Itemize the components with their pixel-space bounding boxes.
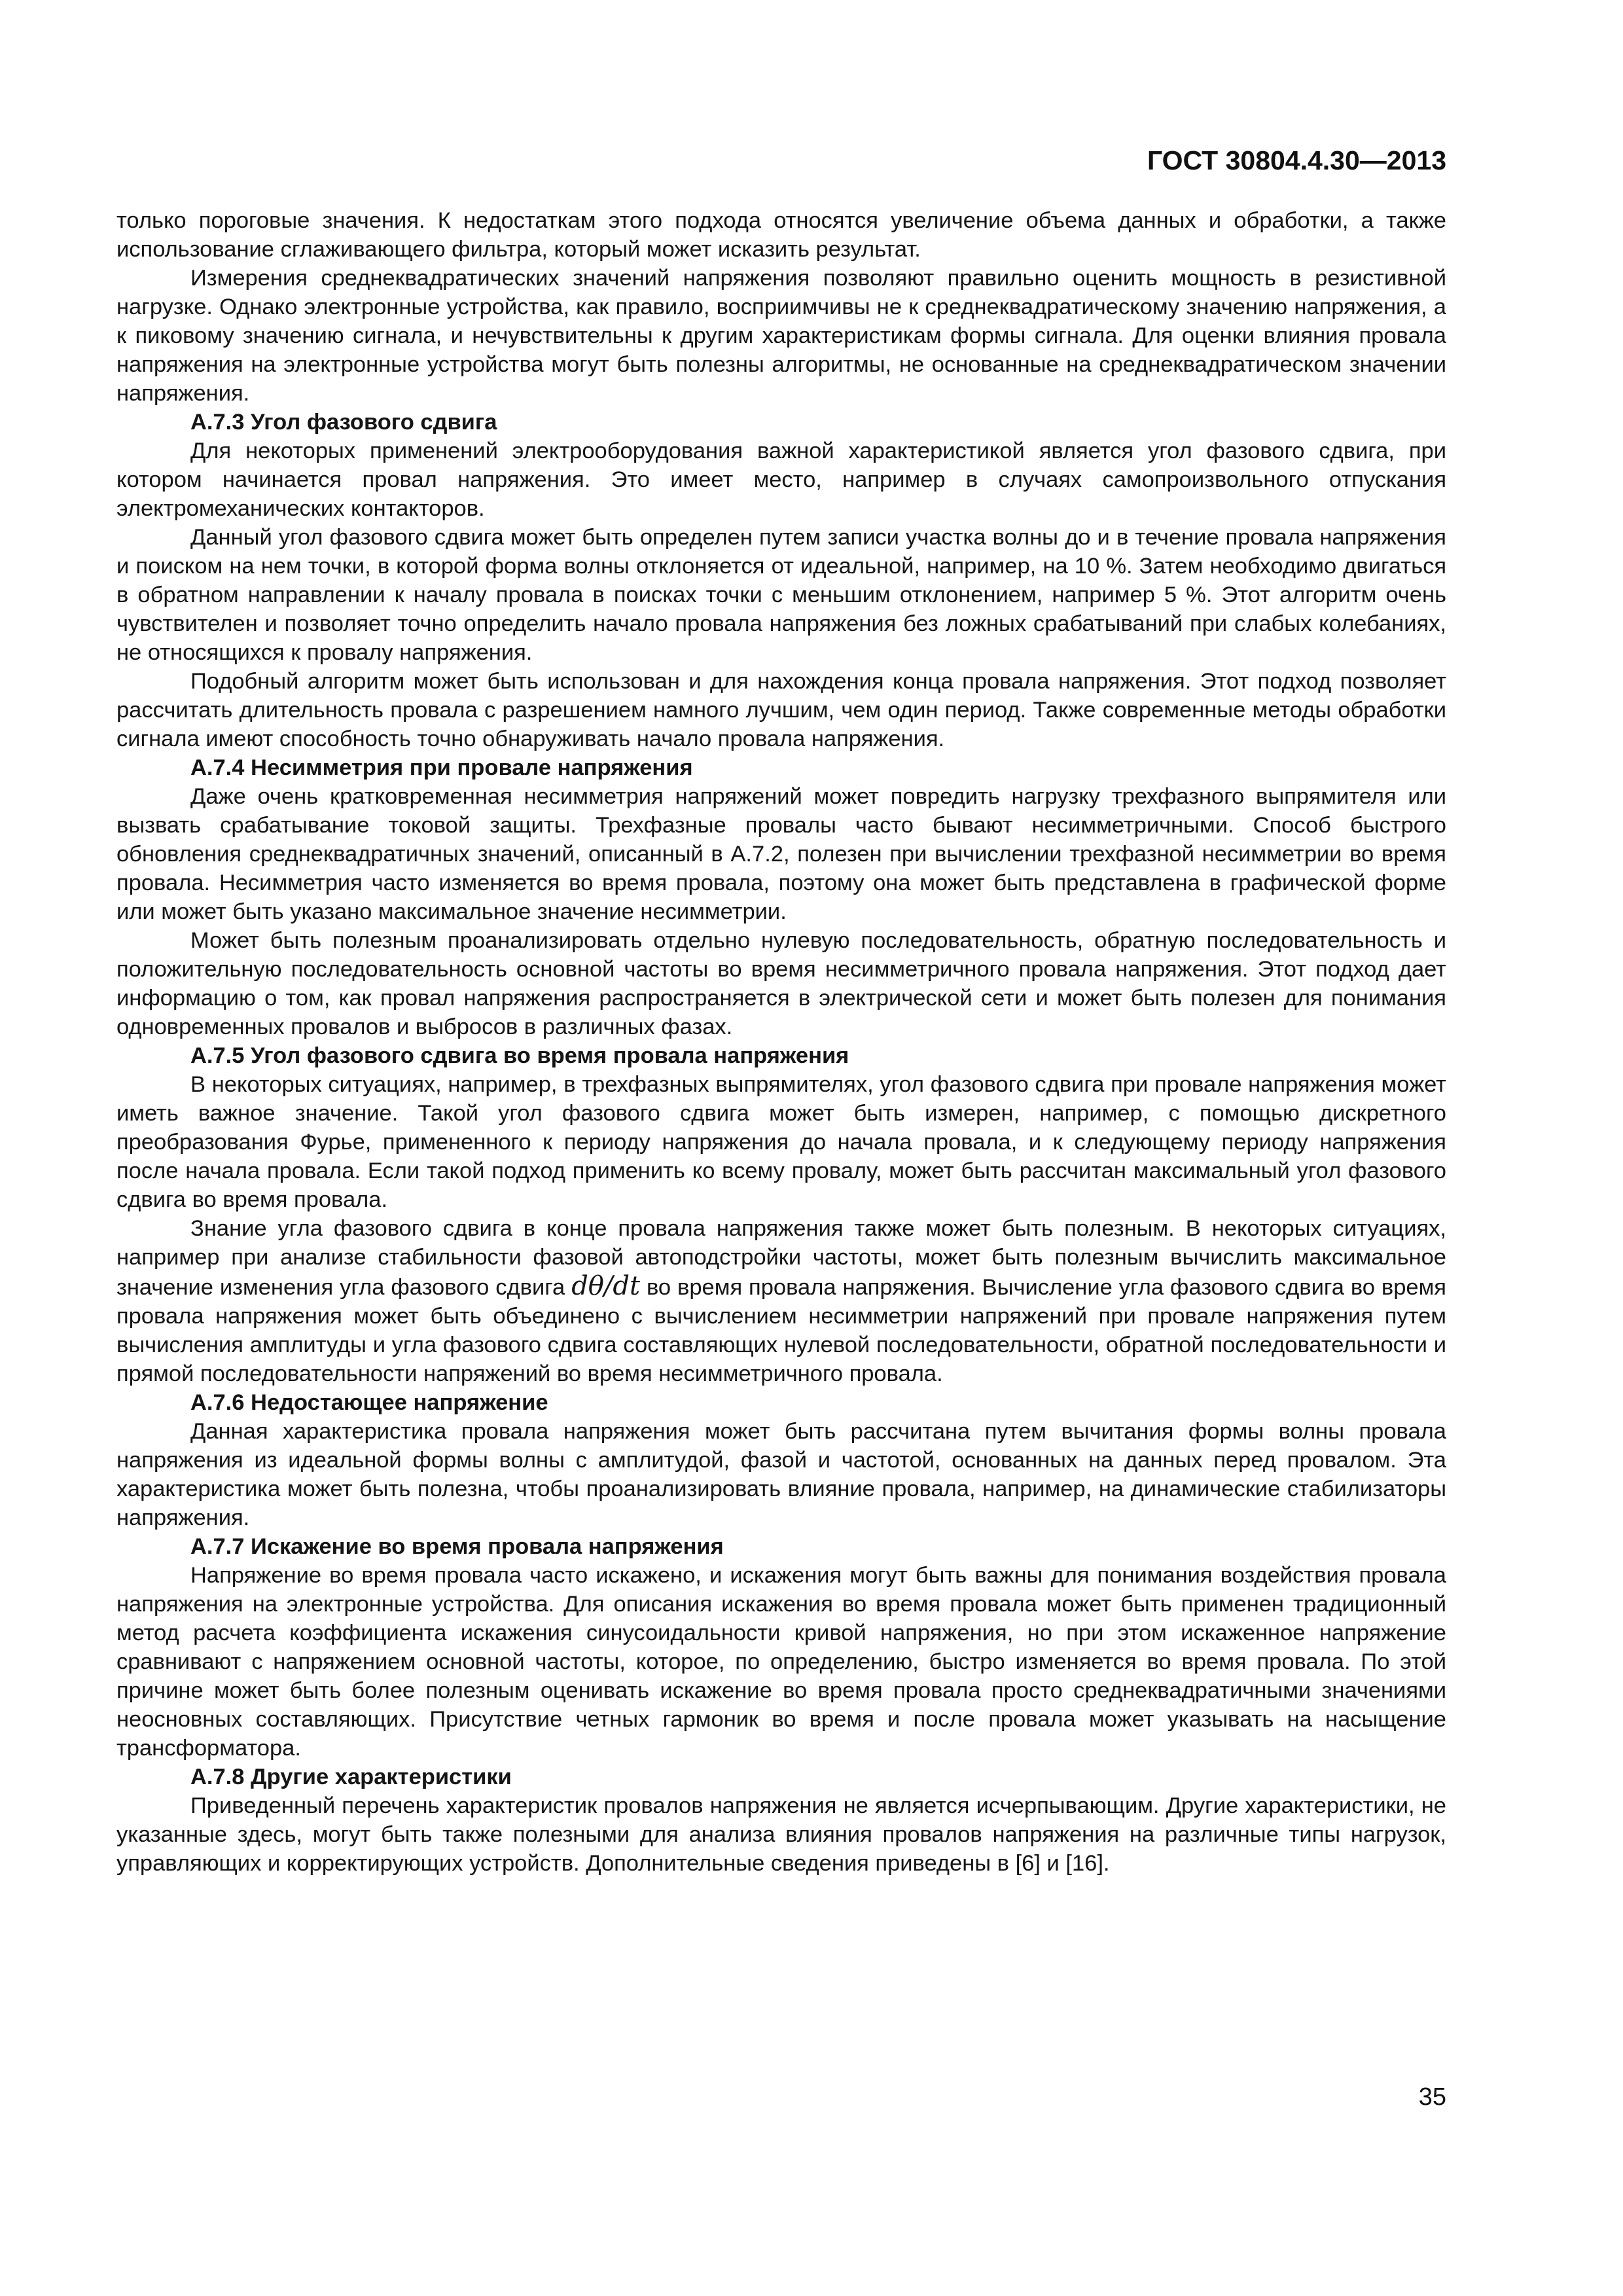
document-header: ГОСТ 30804.4.30—2013 <box>1147 145 1446 175</box>
section-heading-a73: А.7.3 Угол фазового сдвига <box>190 410 497 435</box>
section-heading-a78: А.7.8 Другие характеристики <box>190 1765 512 1789</box>
paragraph-a76-1: Данная характеристика провала напряжения может быть рассчитана путем вычитания формы волны провала напряжения из идеальной формы волны с амплитудой, фазой и частотой, основанных на данных перед провалом. Эта характеристика может быть полезна, чтобы проанализировать влияние провала, например, на динамические стабилизаторы напряжения. <box>116 1419 1446 1530</box>
paragraph-a73-2: Данный угол фазового сдвига может быть определен путем записи участка волны до и в течение провала напряжения и поиском на нем точки, в которой форма волны отклоняется от идеальной, например, на 10 %. Затем необходимо двигаться в обратном направлении к началу провала в поисках точки с меньшим отклонением, например 5 %. Этот алгоритм очень чувствителен и позволяет точно определить начало провала напряжения без ложных срабатываний при слабых колебаниях, не относящихся к провалу напряжения. <box>116 525 1446 665</box>
paragraph-a75-2 <box>116 1214 1446 1388</box>
section-heading-a77: А.7.7 Искажение во время провала напряжения <box>190 1534 724 1559</box>
paragraph-a73-3: Подобный алгоритм может быть использован и для нахождения конца провала напряжения. Этот подход позволяет рассчитать длительность провала с разрешением намного лучшим, чем один период. Также современные методы обработки сигнала имеют способность точно обнаруживать начало провала напряжения. <box>116 669 1446 751</box>
paragraph-a75-2-end: во время провала напряжения. Вычисление угла фазового сдвига во время провала напряжения может быть объединено с вычислением несимметрии напряжений при провале напряжения путем вычисления амплитуды и угла фазового сдвига составляющих нулевой последовательности, обратной последовательности и прямой последовательности напряжений во время несимметричного провала. <box>116 1275 1446 1386</box>
formula-dtheta-dt: dθ/dt <box>571 1271 641 1301</box>
paragraph-a75-1: В некоторых ситуациях, например, в трехфазных выпрямителях, угол фазового сдвига при провале напряжения может иметь важное значение. Такой угол фазового сдвига может быть измерен, например, с помощью дискретного преобразования Фурье, примененного к периоду напряжения до начала провала, и к следующему периоду напряжения после начала провала. Если такой подход применить ко всему провалу, может быть рассчитан максимальный угол фазового сдвига во время провала. <box>116 1072 1446 1212</box>
paragraph-intro-1: только пороговые значения. К недостаткам этого подхода относятся увеличение объема данных и обработки, а также использование сглаживающего фильтра, который может исказить результат. <box>116 208 1446 262</box>
section-heading-a76: А.7.6 Недостающее напряжение <box>190 1390 548 1415</box>
paragraph-a75-2-start: Знание угла фазового сдвига в конце провала напряжения также может быть полезным. В некоторых ситуациях, например при анализе стабильности фазовой автоподстройки частоты, может быть полезным вычислить максимальное значение изменения угла фазового сдвига <box>116 1216 1446 1300</box>
page-number: 35 <box>1418 2083 1446 2111</box>
paragraph-a78-1: Приведенный перечень характеристик провалов напряжения не является исчерпывающим. Другие характеристики, не указанные здесь, могут быть также полезными для анализа влияния провалов напряжения на различные типы нагрузок, управляющих и корректирующих устройств. Дополнительные сведения приведены в [6] и [16]. <box>116 1793 1446 1876</box>
document-body <box>116 206 1446 1878</box>
paragraph-a74-2: Может быть полезным проанализировать отдельно нулевую последовательность, обратную последовательность и положительную последовательность основной частоты во время несимметричного провала напряжения. Этот подход дает информацию о том, как провал напряжения распространяется в электрической сети и может быть полезен для понимания одновременных провалов и выбросов в различных фазах. <box>116 928 1446 1039</box>
section-heading-a75: А.7.5 Угол фазового сдвига во время провала напряжения <box>190 1043 849 1068</box>
paragraph-intro-2: Измерения среднеквадратических значений напряжения позволяют правильно оценить мощность в резистивной нагрузке. Однако электронные устройства, как правило, восприимчивы не к среднеквадратическому значению напряжения, а к пиковому значению сигнала, и нечувствительны к другим характеристикам формы сигнала. Для оценки влияния провала напряжения на электронные устройства могут быть полезны алгоритмы, не основанные на среднеквадратическом значении напряжения. <box>116 266 1446 406</box>
paragraph-a73-1: Для некоторых применений электрооборудования важной характеристикой является угол фазового сдвига, при котором начинается провал напряжения. Это имеет место, например в случаях самопроизвольного отпускания электромеханических контакторов. <box>116 439 1446 521</box>
section-heading-a74: А.7.4 Несимметрия при провале напряжения <box>190 755 693 780</box>
paragraph-a74-1: Даже очень кратковременная несимметрия напряжений может повредить нагрузку трехфазного выпрямителя или вызвать срабатывание токовой защиты. Трехфазные провалы часто бывают несимметричными. Способ быстрого обновления среднеквадратичных значений, описанный в А.7.2, полезен при вычислении трехфазной несимметрии во время провала. Несимметрия часто изменяется во время провала, поэтому она может быть представлена в графической форме или может быть указано максимальное значение несимметрии. <box>116 784 1446 924</box>
paragraph-a77-1: Напряжение во время провала часто искажено, и искажения могут быть важны для понимания воздействия провала напряжения на электронные устройства. Для описания искажения во время провала может быть применен традиционный метод расчета коэффициента искажения синусоидальности кривой напряжения, но при этом искаженное напряжение сравнивают с напряжением основной частоты, которое, по определению, быстро изменяется во время провала. По этой причине может быть более полезным оценивать искажение во время провала просто среднеквадратичными значениями неосновных составляющих. Присутствие четных гармоник во время и после провала может указывать на насыщение трансформатора. <box>116 1563 1446 1761</box>
